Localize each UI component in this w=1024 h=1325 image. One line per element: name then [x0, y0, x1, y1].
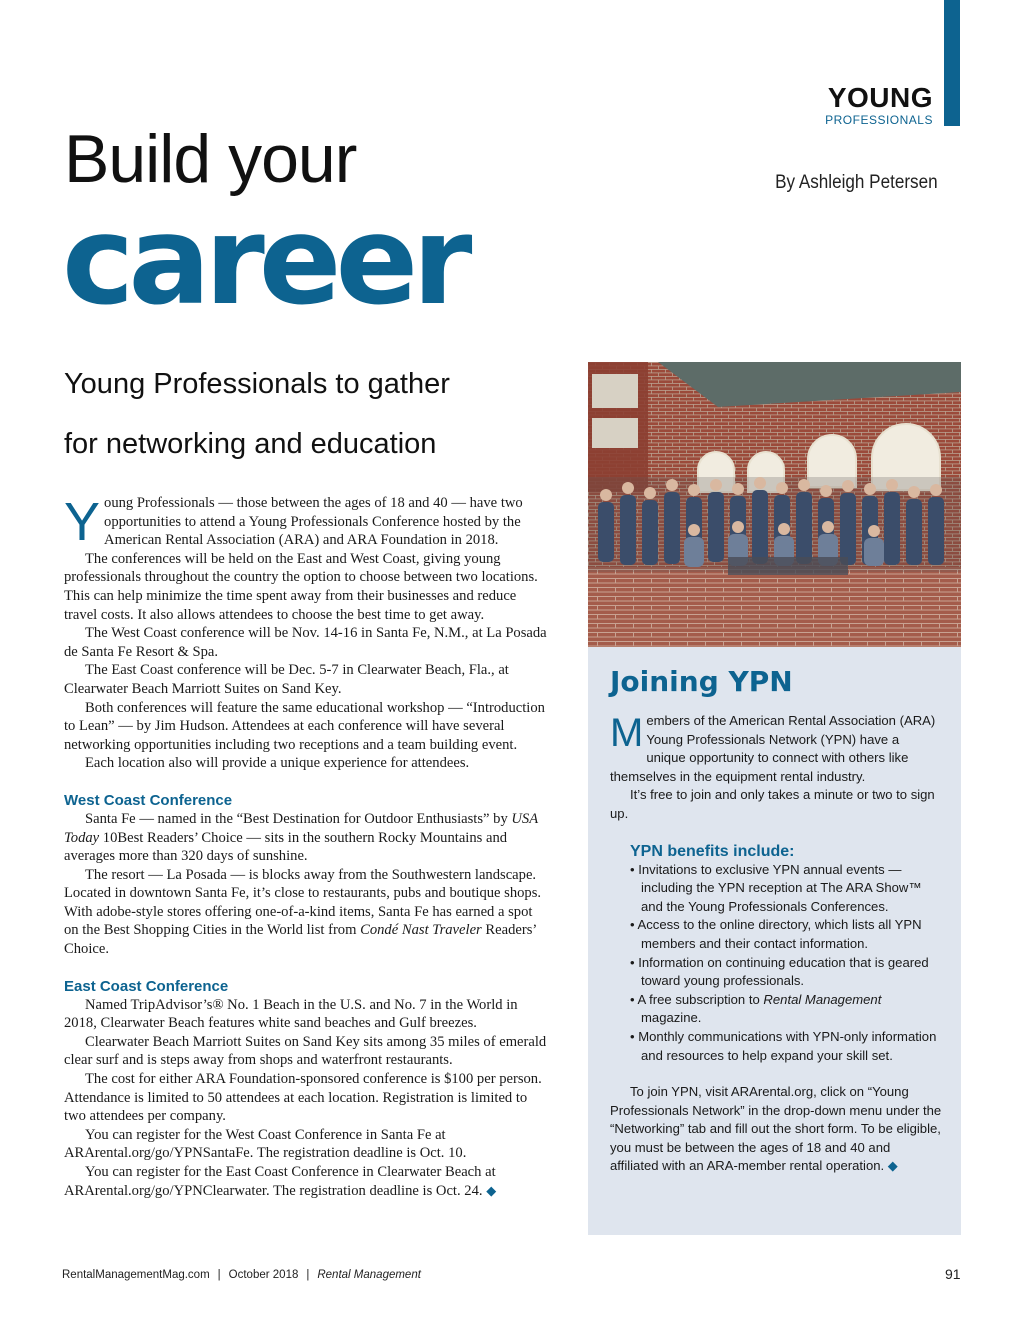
benefit-text: A free subscription to — [637, 991, 764, 1007]
article-text: 10Best Readers’ Choice — sits in the southern Rocky Mountains and averages more than 320 days of sunshine. — [64, 829, 508, 865]
publication-name: Condé Nast Traveler — [360, 922, 482, 939]
spacer — [64, 773, 550, 791]
article-dropcap: Y — [64, 492, 101, 552]
article-paragraph — [64, 1163, 550, 1200]
end-mark-icon: ◆ — [486, 1182, 497, 1198]
benefit-text: magazine. — [641, 1010, 702, 1026]
publication-name: USA Today — [64, 810, 538, 846]
article-paragraph: Each location also will provide a unique experience for attendees. — [85, 755, 470, 772]
article-paragraph: Named TripAdvisor’s® No. 1 Beach in the U.S. and No. 7 in the World in 2018, Clearwater Beach features white sand beaches and Gulf breezes. — [64, 996, 518, 1032]
section-label-professionals: PROFESSIONALS — [825, 113, 933, 127]
publication-name: Rental Management — [763, 991, 882, 1007]
article-paragraph: Both conferences will feature the same educational workshop — “Introduction to Lean” — by Jim Hudson. Attendees at each conference will have several networking opportunities including two receptions and a team building event. — [64, 699, 545, 753]
subheadline-line2: for networking and education — [64, 428, 437, 460]
footer-separator: | — [217, 1269, 221, 1281]
article-paragraph — [64, 494, 550, 550]
group-photo — [588, 362, 961, 647]
page-number: 91 — [945, 1266, 961, 1282]
benefit-item: • Invitations to exclusive YPN annual events — including the YPN reception at The ARA Show™ and the Young Professionals Conferences. — [630, 861, 942, 917]
page-footer — [62, 1269, 421, 1281]
sidebar-paragraph — [610, 1083, 942, 1176]
section-label-young: YOUNG — [827, 82, 933, 113]
article-paragraph: The West Coast conference will be Nov. 14-16 in Santa Fe, N.M., at La Posada de Santa Fe Resort & Spa. — [64, 625, 547, 660]
spacer — [610, 824, 942, 842]
benefit-item — [630, 991, 942, 1028]
spacer — [64, 959, 550, 977]
spacer — [610, 1065, 942, 1083]
footer-date: October 2018 — [228, 1269, 299, 1281]
group-photo-illustration — [588, 362, 961, 647]
headline-line1: Build your — [64, 121, 357, 197]
sidebar-paragraph: It’s free to join and only takes a minute or two to sign up. — [610, 787, 935, 821]
article-paragraph: The East Coast conference will be Dec. 5-7 in Clearwater Beach, Fla., at Clearwater Beach Marriott Suites on Sand Key. — [64, 662, 509, 697]
article-text: Santa Fe — named in the “Best Destination for Outdoor Enthusiasts” by — [85, 810, 512, 827]
article-paragraph: The cost for either ARA Foundation-sponsored conference is $100 per person. Attendance is limited to 50 attendees at each location. Registration is limited to two attendees per company. — [64, 1071, 542, 1125]
article-paragraph: The conferences will be held on the East and West Coast, giving young professionals throughout the country the option to choose between two locations. This can help minimize the time spent away from their businesses and reduce travel costs. It also allows attendees to choose the best time to get away. — [64, 550, 538, 623]
sidebar-text: embers of the American Rental Association (ARA) Young Professionals Network (YPN) have a unique opportunity to connect with others like themselves in the equipment rental industry. — [610, 713, 936, 784]
sidebar-title: Joining YPN — [610, 665, 793, 698]
article-paragraph — [64, 810, 550, 866]
article-paragraph — [64, 866, 550, 959]
subheadline — [64, 354, 564, 474]
benefits-list — [610, 861, 942, 1066]
west-coast-heading: West Coast Conference — [64, 791, 233, 809]
benefit-item: • Access to the online directory, which lists all YPN members and their contact information. — [630, 916, 942, 953]
headline-line2: career — [62, 190, 467, 332]
east-coast-heading: East Coast Conference — [64, 977, 229, 995]
article-body — [64, 494, 550, 1200]
footer-separator: | — [306, 1269, 310, 1281]
article-paragraph: You can register for the West Coast Conference in Santa Fe at ARArental.org/go/YPNSantaFe. The registration deadline is Oct. 10. — [64, 1126, 467, 1162]
benefit-item: • Monthly communications with YPN-only information and resources to help expand your skill set. — [630, 1028, 942, 1065]
section-color-bar — [944, 0, 960, 126]
benefits-heading: YPN benefits include: — [630, 842, 795, 860]
article-paragraph: Clearwater Beach Marriott Suites on Sand Key sits among 35 miles of emerald clear surf and is steps away from shops and waterfront restaurants. — [64, 1033, 547, 1069]
footer-site: RentalManagementMag.com — [62, 1269, 210, 1281]
sidebar-paragraph — [610, 712, 942, 786]
byline: By Ashleigh Petersen — [775, 172, 938, 193]
subheadline-line1: Young Professionals to gather — [64, 368, 450, 400]
benefit-item: • Information on continuing education that is geared toward young professionals. — [630, 954, 942, 991]
footer-publication: Rental Management — [317, 1269, 421, 1281]
article-text: Readers’ Choice. — [64, 922, 537, 958]
article-text: The resort — La Posada — is blocks away from the Southwestern landscape. Located in downtown Santa Fe, it’s close to restaurants, pubs and boutique shops. With adobe-style stores offering one-of-a-kind items, Santa Fe has earned a spot on the Best Shopping Cities in the World list from — [64, 866, 542, 939]
article-text: oung Professionals — those between the ages of 18 and 40 — have two opportunities to attend a Young Professionals Conference hosted by the American Rental Association (ARA) and ARA Foundation in 2018. — [104, 495, 523, 549]
article-text: You can register for the East Coast Conference in Clearwater Beach at ARArental.org/go/YPNClearwater. The registration deadline is Oct. 24. — [64, 1164, 496, 1199]
sidebar-text: To join YPN, visit ARArental.org, click on “Young Professionals Network” in the drop-down menu under the “Networking” tab and fill out the short form. To be eligible, you must be between the ages of 18 and 40 and affiliated with an ARA-member rental operation. — [610, 1084, 942, 1174]
end-mark-icon: ◆ — [887, 1158, 898, 1174]
sidebar-dropcap: M — [610, 711, 644, 755]
sidebar-body — [610, 712, 942, 1176]
